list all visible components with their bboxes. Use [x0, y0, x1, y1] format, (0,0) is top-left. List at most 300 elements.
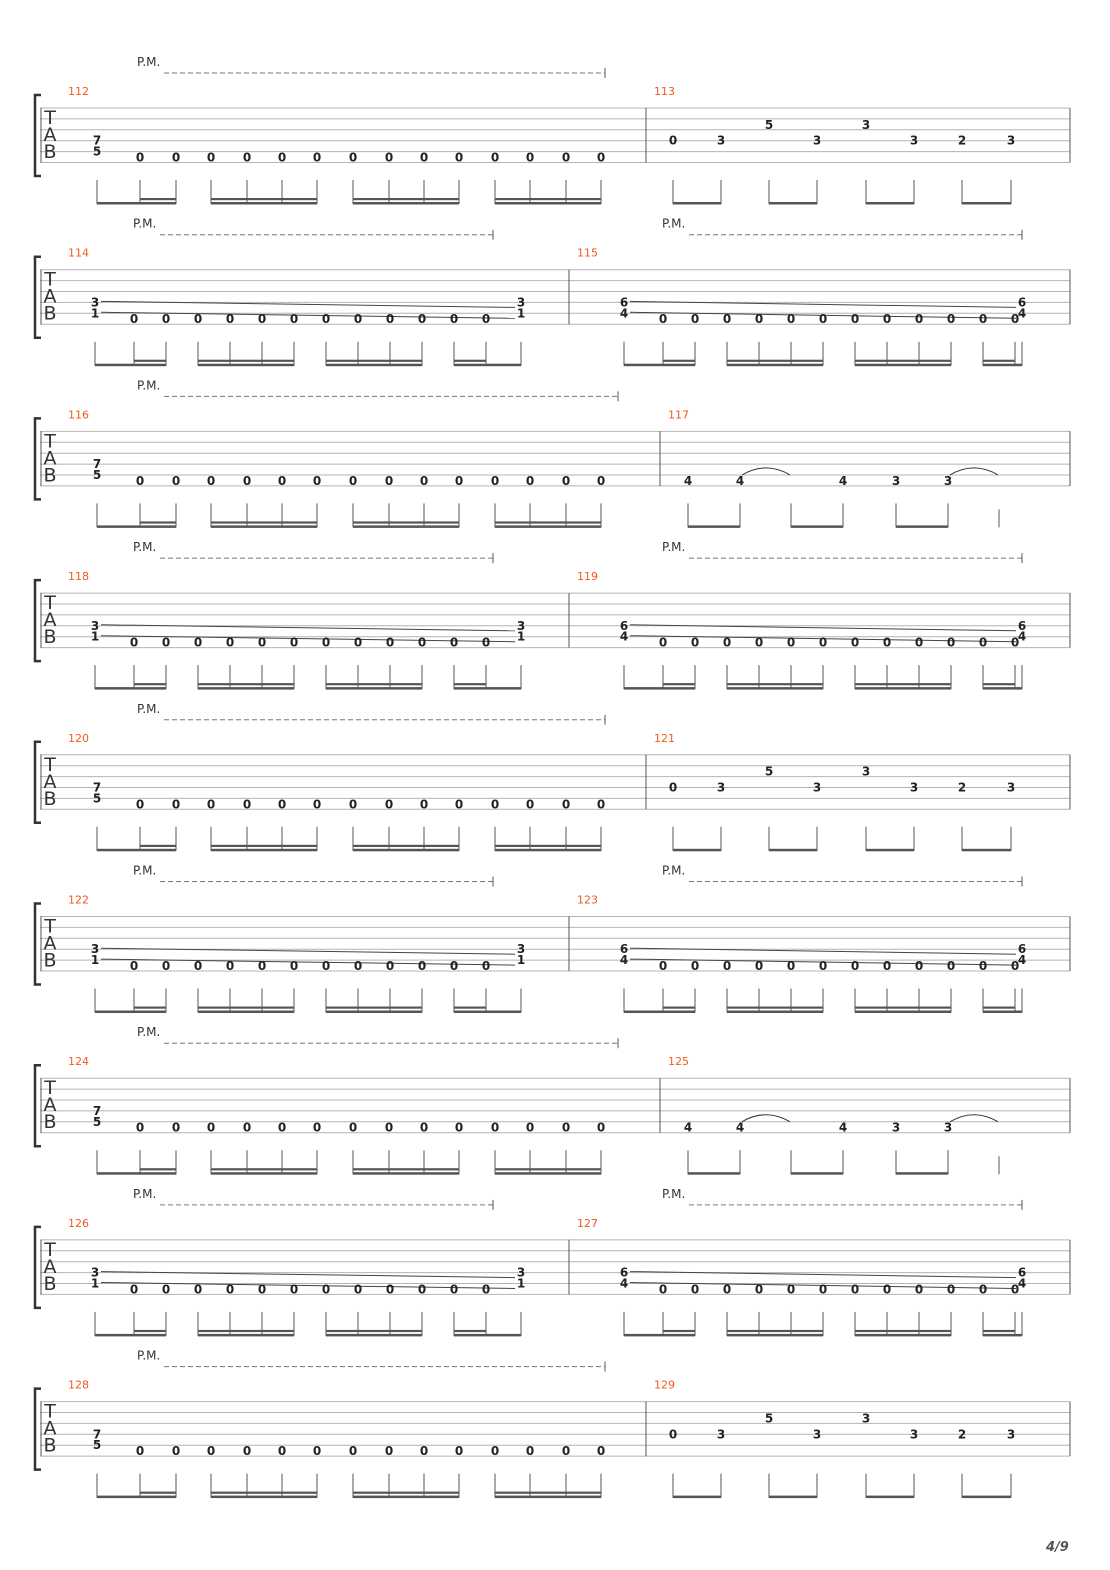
fret-number: 0	[818, 635, 828, 650]
fret-number: 0	[384, 797, 394, 812]
fret-number: 0	[161, 312, 171, 327]
fret-number: 6	[619, 618, 629, 633]
beam	[495, 849, 601, 852]
palm-mute-label: P.M.	[137, 55, 161, 69]
fret-number: 0	[978, 635, 988, 650]
fret-number: 0	[225, 959, 235, 973]
beam-secondary	[134, 360, 166, 362]
fret-number: 5	[92, 1438, 102, 1453]
fret-number: 0	[1010, 312, 1020, 327]
beam-secondary	[855, 683, 951, 685]
measure-number: 117	[668, 408, 689, 422]
beam-secondary	[140, 198, 176, 200]
beam	[353, 202, 459, 205]
fret-number: 0	[385, 312, 395, 327]
fret-number: 2	[957, 133, 967, 148]
fret-number: 0	[129, 959, 139, 973]
fret-number: 0	[171, 150, 181, 165]
fret-number: 0	[312, 1120, 322, 1135]
fret-number: 0	[419, 150, 429, 165]
tab-clef-letter: A	[43, 609, 57, 632]
palm-mute-label: P.M.	[133, 216, 157, 231]
tab-clef-letter: A	[43, 1094, 57, 1117]
fret-number: 0	[225, 635, 235, 650]
fret-number: 0	[490, 1444, 500, 1459]
palm-mute-label: P.M.	[137, 1025, 161, 1040]
beam-secondary	[353, 1492, 459, 1494]
tab-clef-letter: A	[43, 770, 57, 793]
fret-number: 0	[225, 312, 235, 327]
beam	[454, 687, 521, 690]
beam	[727, 687, 823, 690]
beam	[866, 1496, 914, 1499]
fret-number: 0	[171, 1120, 181, 1135]
fret-number: 3	[1006, 780, 1016, 795]
fret-number: 0	[481, 635, 491, 650]
fret-number: 0	[257, 959, 267, 973]
beam-secondary	[198, 1330, 294, 1332]
fret-number: 0	[561, 150, 571, 165]
palm-mute-label: P.M.	[662, 1186, 686, 1201]
beam	[211, 1172, 317, 1175]
fret-number: 0	[525, 150, 535, 165]
fret-number: 0	[193, 635, 203, 650]
fret-number: 0	[171, 473, 181, 488]
fret-number: 0	[353, 312, 363, 327]
beam	[769, 849, 817, 852]
fret-number: 0	[658, 959, 668, 973]
tab-clef-letter: T	[44, 1238, 56, 1261]
beam-secondary	[140, 845, 176, 847]
fret-number: 0	[722, 1282, 732, 1297]
fret-number: 6	[619, 295, 629, 310]
fret-number: 3	[516, 1265, 526, 1280]
beam	[326, 687, 422, 690]
palm-mute-label: P.M.	[662, 216, 686, 231]
fret-number: 0	[242, 1444, 252, 1459]
tab-clef-letter: B	[43, 302, 57, 325]
beam-secondary	[454, 1007, 486, 1009]
fret-number: 4	[1017, 306, 1027, 321]
fret-number: 0	[206, 1444, 216, 1459]
fret-number: 3	[909, 133, 919, 148]
fret-number: 3	[90, 942, 100, 957]
fret-number: 0	[882, 959, 892, 973]
tab-clef-letter: B	[43, 949, 57, 972]
fret-number: 0	[417, 312, 427, 327]
fret-number: 1	[90, 629, 100, 644]
fret-number: 0	[129, 1282, 139, 1297]
fret-number: 0	[277, 473, 287, 488]
beam	[454, 1011, 521, 1014]
beam	[95, 687, 166, 690]
fret-number: 0	[321, 312, 331, 327]
fret-number: 3	[891, 1120, 901, 1135]
system-bracket	[35, 95, 41, 176]
fret-number: 1	[516, 306, 526, 321]
beam	[727, 364, 823, 367]
fret-number: 4	[683, 1120, 693, 1135]
fret-number: 0	[978, 959, 988, 973]
beam-secondary	[211, 1492, 317, 1494]
fret-number: 0	[321, 959, 331, 973]
tab-system	[35, 1349, 1070, 1499]
beam	[97, 1172, 176, 1175]
fret-number: 0	[690, 312, 700, 327]
fret-number: 1	[90, 306, 100, 321]
beam	[962, 202, 1011, 205]
tab-clef-letter: T	[44, 107, 56, 129]
fret-number: 0	[353, 959, 363, 973]
fret-number: 2	[957, 780, 967, 795]
fret-number: 5	[764, 1411, 774, 1426]
beam	[673, 202, 721, 205]
beam-secondary	[198, 360, 294, 362]
fret-number: 0	[312, 473, 322, 488]
beam-secondary	[140, 1168, 176, 1170]
fret-number: 0	[668, 780, 678, 795]
fret-number: 0	[289, 1282, 299, 1297]
fret-number: 0	[850, 635, 860, 650]
fret-number: 4	[1017, 629, 1027, 644]
fret-number: 0	[312, 797, 322, 812]
fret-number: 6	[1017, 1265, 1027, 1280]
tab-clef-letter: B	[43, 626, 57, 649]
beam	[896, 525, 948, 528]
fret-number: 3	[716, 133, 726, 148]
system-bracket	[35, 904, 41, 985]
fret-number: 0	[490, 797, 500, 812]
fret-number: 0	[914, 1282, 924, 1297]
fret-number: 0	[242, 150, 252, 165]
tie-arc	[950, 468, 998, 475]
fret-number: 7	[92, 133, 102, 148]
fret-number: 7	[92, 1103, 102, 1118]
fret-number: 0	[161, 635, 171, 650]
fret-number: 0	[417, 635, 427, 650]
beam	[983, 687, 1022, 690]
fret-number: 3	[1006, 1427, 1016, 1442]
fret-number: 0	[384, 150, 394, 165]
fret-number: 0	[348, 150, 358, 165]
fret-number: 0	[525, 1444, 535, 1459]
fret-number: 0	[786, 959, 796, 973]
measure-number: 128	[68, 1378, 89, 1392]
fret-number: 0	[419, 1444, 429, 1459]
fret-number: 0	[596, 1120, 606, 1135]
fret-number: 0	[135, 1120, 145, 1135]
measure-number: 124	[68, 1055, 89, 1069]
beam	[769, 202, 817, 205]
fret-number: 0	[481, 312, 491, 327]
measure-number: 123	[577, 893, 598, 907]
fret-number: 0	[454, 797, 464, 812]
beam	[791, 1172, 843, 1175]
fret-number: 0	[129, 635, 139, 650]
fret-number: 4	[619, 306, 629, 321]
fret-number: 1	[90, 1276, 100, 1291]
fret-number: 0	[321, 1282, 331, 1297]
fret-number: 0	[161, 959, 171, 973]
beam-secondary	[983, 1007, 1015, 1009]
fret-number: 7	[92, 457, 102, 472]
beam-secondary	[140, 1492, 176, 1494]
fret-number: 4	[619, 1276, 629, 1291]
fret-number: 0	[561, 1120, 571, 1135]
tab-system	[35, 217, 1070, 367]
fret-number: 0	[449, 312, 459, 327]
fret-number: 5	[92, 144, 102, 159]
tab-clef-letter: T	[44, 430, 56, 453]
fret-number: 0	[417, 1282, 427, 1297]
measure-number: 115	[577, 246, 598, 260]
tab-clef-letter: T	[44, 268, 56, 291]
palm-mute-label: P.M.	[133, 863, 157, 878]
palm-mute-label: P.M.	[133, 1186, 157, 1201]
fret-number: 0	[525, 797, 535, 812]
fret-number: 0	[850, 312, 860, 327]
beam	[791, 525, 843, 528]
fret-number: 0	[193, 312, 203, 327]
fret-number: 0	[242, 1120, 252, 1135]
tie-arc	[950, 1115, 998, 1122]
tab-system	[35, 702, 1070, 852]
fret-number: 4	[619, 629, 629, 644]
fret-number: 0	[206, 797, 216, 812]
measure-number: 126	[68, 1216, 89, 1230]
fret-number: 0	[596, 1444, 606, 1459]
beam	[495, 1496, 601, 1499]
beam	[896, 1172, 948, 1175]
measure	[654, 1379, 1015, 1499]
fret-number: 0	[193, 959, 203, 973]
fret-number: 0	[449, 1282, 459, 1297]
measure-number: 119	[577, 570, 598, 584]
fret-number: 4	[619, 953, 629, 968]
tab-clef-letter: T	[44, 1400, 56, 1423]
tab-clef-letter: T	[44, 753, 56, 776]
fret-number: 0	[561, 797, 571, 812]
beam	[211, 202, 317, 205]
tab-clef-letter: B	[43, 464, 57, 487]
fret-number: 0	[596, 797, 606, 812]
beam-secondary	[353, 198, 459, 200]
fret-number: 3	[516, 295, 526, 310]
beam-secondary	[495, 1168, 601, 1170]
beam	[727, 1334, 823, 1337]
fret-number: 0	[454, 1444, 464, 1459]
fret-number: 0	[525, 1120, 535, 1135]
fret-number: 4	[683, 473, 693, 488]
beam-secondary	[663, 1330, 695, 1332]
beam-secondary	[983, 683, 1015, 685]
beam-secondary	[663, 683, 695, 685]
beam-secondary	[983, 1330, 1015, 1332]
fret-number: 0	[348, 473, 358, 488]
fret-number: 0	[786, 312, 796, 327]
beam-secondary	[198, 683, 294, 685]
fret-number: 5	[764, 764, 774, 779]
fret-number: 0	[690, 959, 700, 973]
fret-number: 0	[481, 1282, 491, 1297]
beam	[624, 687, 695, 690]
fret-number: 0	[668, 1427, 678, 1442]
fret-number: 4	[735, 473, 745, 488]
tab-clef-letter: A	[43, 1255, 57, 1278]
beam-secondary	[353, 1168, 459, 1170]
beam	[983, 1334, 1022, 1337]
fret-number: 3	[516, 942, 526, 957]
fret-number: 0	[946, 312, 956, 327]
fret-number: 0	[525, 473, 535, 488]
beam	[624, 1011, 695, 1014]
fret-number: 3	[90, 295, 100, 310]
fret-number: 0	[312, 150, 322, 165]
fret-number: 0	[658, 312, 668, 327]
palm-mute-label: P.M.	[137, 701, 161, 716]
fret-number: 0	[193, 1282, 203, 1297]
palm-mute-label: P.M.	[662, 540, 686, 555]
fret-number: 0	[277, 1120, 287, 1135]
beam	[97, 1496, 176, 1499]
beam	[97, 525, 176, 528]
fret-number: 0	[449, 959, 459, 973]
tab-clef-letter: B	[43, 787, 57, 810]
fret-number: 0	[242, 797, 252, 812]
beam	[326, 1334, 422, 1337]
beam	[353, 1496, 459, 1499]
beam	[353, 849, 459, 852]
beam-secondary	[211, 845, 317, 847]
beam	[855, 364, 951, 367]
beam	[855, 1334, 951, 1337]
fret-number: 4	[838, 1120, 848, 1135]
fret-number: 0	[658, 635, 668, 650]
beam	[688, 525, 740, 528]
fret-number: 0	[454, 1120, 464, 1135]
beam-secondary	[495, 845, 601, 847]
fret-number: 0	[978, 312, 988, 327]
fret-number: 0	[882, 312, 892, 327]
fret-number: 4	[1017, 953, 1027, 968]
beam-secondary	[495, 198, 601, 200]
fret-number: 0	[257, 312, 267, 327]
beam	[95, 1011, 166, 1014]
beam-secondary	[495, 521, 601, 523]
beam	[673, 849, 721, 852]
fret-number: 3	[716, 780, 726, 795]
fret-number: 0	[1010, 959, 1020, 973]
beam-secondary	[134, 1007, 166, 1009]
fret-number: 3	[909, 1427, 919, 1442]
page-number: 4/9	[1046, 1540, 1069, 1555]
fret-number: 3	[861, 764, 871, 779]
fret-number: 0	[135, 797, 145, 812]
measure	[668, 408, 999, 528]
beam	[95, 1334, 166, 1337]
beam-secondary	[198, 1007, 294, 1009]
system-bracket	[35, 418, 41, 499]
fret-number: 3	[90, 1265, 100, 1280]
tab-clef-letter: A	[43, 285, 57, 308]
beam	[353, 525, 459, 528]
tab-system	[35, 864, 1070, 1014]
fret-number: 6	[1017, 295, 1027, 310]
fret-number: 0	[419, 797, 429, 812]
beam	[95, 364, 166, 367]
fret-number: 4	[735, 1120, 745, 1135]
fret-number: 0	[722, 635, 732, 650]
fret-number: 6	[1017, 942, 1027, 957]
beam	[211, 525, 317, 528]
fret-number: 0	[490, 150, 500, 165]
measure-number: 114	[68, 246, 89, 260]
fret-number: 0	[242, 473, 252, 488]
fret-number: 0	[171, 1444, 181, 1459]
fret-number: 5	[92, 1114, 102, 1129]
tab-clef-letter: T	[44, 592, 56, 615]
tie-arc	[742, 1115, 790, 1122]
beam	[454, 364, 521, 367]
tab-system	[35, 378, 1070, 528]
beam	[624, 364, 695, 367]
fret-number: 0	[257, 635, 267, 650]
fret-number: 6	[619, 1265, 629, 1280]
tab-clef-letter: B	[43, 1111, 57, 1134]
beam	[962, 1496, 1011, 1499]
tab-clef-letter: B	[43, 1434, 57, 1457]
beam-secondary	[134, 683, 166, 685]
fret-number: 0	[129, 312, 139, 327]
tab-clef-letter: T	[44, 1077, 56, 1100]
beam	[353, 1172, 459, 1175]
measure	[668, 1055, 999, 1175]
fret-number: 3	[943, 1120, 953, 1135]
fret-number: 0	[914, 635, 924, 650]
beam	[211, 1496, 317, 1499]
beam-secondary	[353, 521, 459, 523]
fret-number: 0	[690, 635, 700, 650]
fret-number: 0	[754, 635, 764, 650]
system-bracket	[35, 580, 41, 661]
beam-secondary	[326, 683, 422, 685]
tab-system	[35, 1187, 1070, 1337]
measure-number: 127	[577, 1216, 598, 1230]
tab-clef-letter: B	[43, 141, 57, 163]
beam	[495, 202, 601, 205]
fret-number: 0	[818, 1282, 828, 1297]
fret-number: 0	[348, 797, 358, 812]
system-bracket	[35, 742, 41, 823]
fret-number: 0	[946, 635, 956, 650]
beam	[855, 1011, 951, 1014]
palm-mute-label: P.M.	[662, 863, 686, 878]
fret-number: 3	[716, 1427, 726, 1442]
fret-number: 0	[481, 959, 491, 973]
fret-number: 5	[92, 791, 102, 806]
fret-number: 0	[321, 635, 331, 650]
beam	[198, 1011, 294, 1014]
system-bracket	[35, 1065, 41, 1146]
fret-number: 0	[946, 959, 956, 973]
beam	[211, 849, 317, 852]
beam	[97, 202, 176, 205]
fret-number: 0	[818, 959, 828, 973]
palm-mute-label: P.M.	[137, 1348, 161, 1363]
fret-number: 0	[385, 959, 395, 973]
measure-number: 113	[654, 85, 675, 98]
fret-number: 0	[289, 959, 299, 973]
